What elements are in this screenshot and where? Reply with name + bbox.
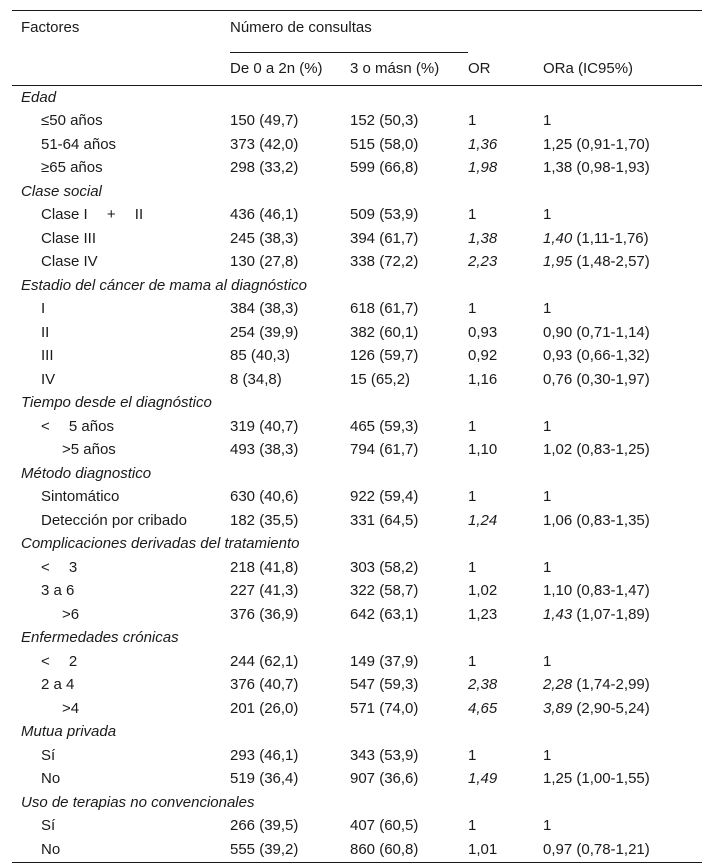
header-numero-consultas: Número de consultas — [230, 11, 468, 53]
table-row — [12, 345, 702, 369]
cell-or: 1,36 — [468, 135, 498, 153]
category-row — [12, 86, 702, 110]
ora-point: 0,93 — [543, 347, 573, 365]
cell-or: 1,49 — [468, 770, 498, 788]
ora-ci: (0,71-1,14) — [572, 323, 650, 341]
ora-ci: (2,90-5,24) — [572, 699, 650, 717]
ora-point: 1 — [543, 652, 552, 670]
cell-low: 293 (46,1) — [230, 746, 299, 764]
table-row — [12, 415, 702, 439]
category-row — [12, 180, 702, 204]
row-label: Sintomático — [41, 488, 120, 506]
cell-high: 338 (72,2) — [350, 253, 419, 271]
ora-ci: (0,66-1,32) — [572, 347, 650, 365]
ora-point: 1 — [543, 488, 552, 506]
cell-high: 303 (58,2) — [350, 558, 419, 576]
table-row — [12, 556, 702, 580]
cell-high: 407 (60,5) — [350, 817, 419, 835]
table-row — [12, 580, 702, 604]
cell-ora — [543, 133, 702, 157]
cell-high: 509 (53,9) — [350, 206, 419, 224]
category-row — [12, 392, 702, 416]
table-row — [12, 815, 702, 839]
ora-ci: (0,83-1,25) — [572, 441, 650, 459]
cell-ora — [543, 368, 702, 392]
ora-point: 1,25 — [543, 770, 573, 788]
cell-or: 1 — [468, 652, 477, 670]
cell-high: 642 (63,1) — [350, 605, 419, 623]
table-row — [12, 838, 702, 862]
cell-high: 465 (59,3) — [350, 417, 419, 435]
cell-or: 1,98 — [468, 159, 498, 177]
row-label: 51-64 años — [41, 135, 117, 153]
ora-point: 1 — [543, 417, 552, 435]
cell-ora — [543, 227, 702, 251]
table-row — [12, 368, 702, 392]
cell-ora — [543, 345, 702, 369]
cell-low: 227 (41,3) — [230, 582, 299, 600]
cell-high: 149 (37,9) — [350, 652, 419, 670]
row-label: Sí — [41, 817, 56, 835]
category-row — [12, 274, 702, 298]
table-header — [12, 11, 702, 86]
row-label: >5 años — [62, 441, 116, 459]
ora-ci: (0,83-1,35) — [572, 511, 650, 529]
cell-ora — [543, 697, 702, 721]
table-row — [12, 321, 702, 345]
table-row — [12, 674, 702, 698]
table-row — [12, 486, 702, 510]
cell-or: 4,65 — [468, 699, 498, 717]
cell-ora — [543, 157, 702, 181]
row-label: No — [41, 770, 61, 788]
cell-or: 1 — [468, 417, 477, 435]
row-label: IV — [41, 370, 56, 388]
row-label: Detección por cribado — [41, 511, 187, 529]
row-label: Clase I + II — [41, 206, 144, 224]
cell-low: 182 (35,5) — [230, 511, 299, 529]
cell-high: 394 (61,7) — [350, 229, 419, 247]
cell-low: 630 (40,6) — [230, 488, 299, 506]
cell-high: 15 (65,2) — [350, 370, 411, 388]
ora-point: 1 — [543, 300, 552, 318]
cell-low: 85 (40,3) — [230, 347, 291, 365]
cell-high: 382 (60,1) — [350, 323, 419, 341]
factors-table — [12, 10, 702, 863]
cell-ora — [543, 509, 702, 533]
cell-or: 1 — [468, 746, 477, 764]
cell-or: 2,38 — [468, 676, 498, 694]
cell-high: 599 (66,8) — [350, 159, 419, 177]
table-row — [12, 768, 702, 792]
ora-ci: (0,30-1,97) — [572, 370, 650, 388]
cell-or: 0,92 — [468, 347, 498, 365]
row-label: < 5 años — [41, 417, 114, 435]
cell-high: 860 (60,8) — [350, 838, 468, 862]
category-title: Clase social — [21, 182, 102, 200]
ora-point: 1,25 — [543, 135, 573, 153]
table-row — [12, 110, 702, 134]
header-col-low: De 0 a 2n (%) — [230, 53, 350, 86]
ora-point: 0,76 — [543, 370, 573, 388]
ora-ci: (1,11-1,76) — [572, 229, 649, 247]
table-body — [12, 86, 702, 863]
cell-or: 1,24 — [468, 511, 498, 529]
header-col-or: OR — [468, 53, 543, 86]
row-label: ≤50 años — [41, 112, 103, 130]
cell-low: 266 (39,5) — [230, 817, 299, 835]
ora-ci: (1,00-1,55) — [572, 770, 650, 788]
row-label: Clase III — [41, 229, 97, 247]
ora-point: 1,43 — [543, 605, 573, 623]
cell-low: 298 (33,2) — [230, 159, 299, 177]
cell-low: 436 (46,1) — [230, 206, 299, 224]
ora-point: 0,90 — [543, 323, 573, 341]
table-row — [12, 697, 702, 721]
cell-low: 254 (39,9) — [230, 323, 299, 341]
ora-ci: (0,98-1,93) — [572, 159, 650, 177]
ora-point: 0,97 — [543, 840, 573, 858]
cell-ora — [543, 744, 702, 768]
category-title: Estadio del cáncer de mama al diagnóstico — [21, 276, 307, 294]
cell-or: 1 — [468, 558, 477, 576]
cell-low: 384 (38,3) — [230, 300, 299, 318]
header-col-high: 3 o másn (%) — [350, 53, 468, 86]
cell-low: 555 (39,2) — [230, 838, 350, 862]
cell-or: 1,23 — [468, 605, 498, 623]
table-row — [12, 251, 702, 275]
cell-high: 907 (36,6) — [350, 770, 419, 788]
cell-low: 376 (40,7) — [230, 676, 299, 694]
ora-ci: (0,83-1,47) — [572, 582, 650, 600]
cell-ora — [543, 838, 702, 862]
table-row — [12, 650, 702, 674]
cell-or: 1,38 — [468, 229, 498, 247]
category-row — [12, 462, 702, 486]
cell-ora — [543, 321, 702, 345]
table-row — [12, 439, 702, 463]
cell-low: 373 (42,0) — [230, 135, 299, 153]
ora-ci: (0,91-1,70) — [572, 135, 650, 153]
table-row — [12, 227, 702, 251]
category-title: Edad — [21, 88, 57, 106]
cell-ora — [543, 815, 702, 839]
row-label: No — [12, 838, 230, 862]
cell-or: 1 — [468, 817, 477, 835]
cell-high: 618 (61,7) — [350, 300, 419, 318]
category-row — [12, 627, 702, 651]
cell-high: 322 (58,7) — [350, 582, 419, 600]
ora-ci: (0,78-1,21) — [572, 840, 650, 858]
cell-ora — [543, 298, 702, 322]
cell-low: 493 (38,3) — [230, 441, 299, 459]
cell-high: 126 (59,7) — [350, 347, 419, 365]
row-label: < 2 — [41, 652, 78, 670]
cell-ora — [543, 768, 702, 792]
ora-ci: (1,07-1,89) — [572, 605, 650, 623]
ora-ci: (1,48-2,57) — [572, 253, 650, 271]
cell-or: 1,10 — [468, 441, 498, 459]
cell-high: 152 (50,3) — [350, 112, 419, 130]
ora-point: 1,40 — [543, 229, 573, 247]
cell-or: 2,23 — [468, 253, 498, 271]
ora-point: 3,89 — [543, 699, 573, 717]
category-title: Enfermedades crónicas — [21, 629, 179, 647]
row-label: 2 a 4 — [41, 676, 75, 694]
cell-or: 1 — [468, 112, 477, 130]
ora-point: 1,38 — [543, 159, 573, 177]
cell-low: 376 (36,9) — [230, 605, 299, 623]
ora-point: 1 — [543, 558, 552, 576]
cell-low: 319 (40,7) — [230, 417, 299, 435]
cell-low: 245 (38,3) — [230, 229, 299, 247]
cell-ora — [543, 650, 702, 674]
row-label: I — [41, 300, 46, 318]
ora-ci: (1,74-2,99) — [572, 676, 650, 694]
cell-or: 1 — [468, 488, 477, 506]
row-label: < 3 — [41, 558, 78, 576]
table-row — [12, 298, 702, 322]
category-title: Tiempo desde el diagnóstico — [21, 394, 212, 412]
cell-low: 201 (26,0) — [230, 699, 299, 717]
ora-point: 1 — [543, 206, 552, 224]
row-label: II — [41, 323, 50, 341]
cell-high: 571 (74,0) — [350, 699, 419, 717]
cell-or: 1,01 — [468, 838, 543, 862]
cell-or: 1 — [468, 206, 477, 224]
table-row — [12, 157, 702, 181]
ora-point: 1 — [543, 817, 552, 835]
cell-ora — [543, 439, 702, 463]
category-row — [12, 791, 702, 815]
ora-point: 1 — [543, 112, 552, 130]
row-label: >4 — [62, 699, 80, 717]
row-label: III — [41, 347, 54, 365]
ora-point: 1,02 — [543, 441, 573, 459]
cell-or: 0,93 — [468, 323, 498, 341]
ora-point: 1 — [543, 746, 552, 764]
cell-high: 922 (59,4) — [350, 488, 419, 506]
category-title: Complicaciones derivadas del tratamiento — [21, 535, 300, 553]
cell-high: 547 (59,3) — [350, 676, 419, 694]
table-row — [12, 603, 702, 627]
row-label: Sí — [41, 746, 56, 764]
cell-ora — [543, 251, 702, 275]
row-label: 3 a 6 — [41, 582, 75, 600]
cell-high: 331 (64,5) — [350, 511, 419, 529]
cell-low: 244 (62,1) — [230, 652, 299, 670]
row-label: ≥65 años — [41, 159, 103, 177]
category-title: Uso de terapias no convencionales — [21, 793, 255, 811]
cell-high: 343 (53,9) — [350, 746, 419, 764]
cell-ora — [543, 603, 702, 627]
cell-ora — [543, 556, 702, 580]
row-label: >6 — [62, 605, 80, 623]
category-row — [12, 533, 702, 557]
cell-high: 794 (61,7) — [350, 441, 419, 459]
cell-ora — [543, 204, 702, 228]
category-title: Mutua privada — [21, 723, 117, 741]
cell-high: 515 (58,0) — [350, 135, 419, 153]
ora-point: 1,95 — [543, 253, 573, 271]
cell-low: 519 (36,4) — [230, 770, 299, 788]
cell-ora — [543, 110, 702, 134]
ora-point: 1,06 — [543, 511, 573, 529]
row-label: Clase IV — [41, 253, 98, 271]
header-col-ora: ORa (IC95%) — [543, 53, 702, 86]
table-row — [12, 509, 702, 533]
cell-or: 1,16 — [468, 370, 498, 388]
cell-ora — [543, 415, 702, 439]
table-row — [12, 204, 702, 228]
cell-or: 1,02 — [468, 582, 498, 600]
cell-low: 218 (41,8) — [230, 558, 299, 576]
cell-low: 130 (27,8) — [230, 253, 299, 271]
cell-low: 150 (49,7) — [230, 112, 299, 130]
ora-point: 1,10 — [543, 582, 573, 600]
cell-or: 1 — [468, 300, 477, 318]
category-title: Método diagnostico — [21, 464, 152, 482]
table-row — [12, 744, 702, 768]
cell-low: 8 (34,8) — [230, 370, 282, 388]
cell-ora — [543, 486, 702, 510]
category-row — [12, 721, 702, 745]
table-row — [12, 133, 702, 157]
cell-ora — [543, 580, 702, 604]
header-factores: Factores — [12, 11, 230, 53]
ora-point: 2,28 — [543, 676, 573, 694]
cell-ora — [543, 674, 702, 698]
